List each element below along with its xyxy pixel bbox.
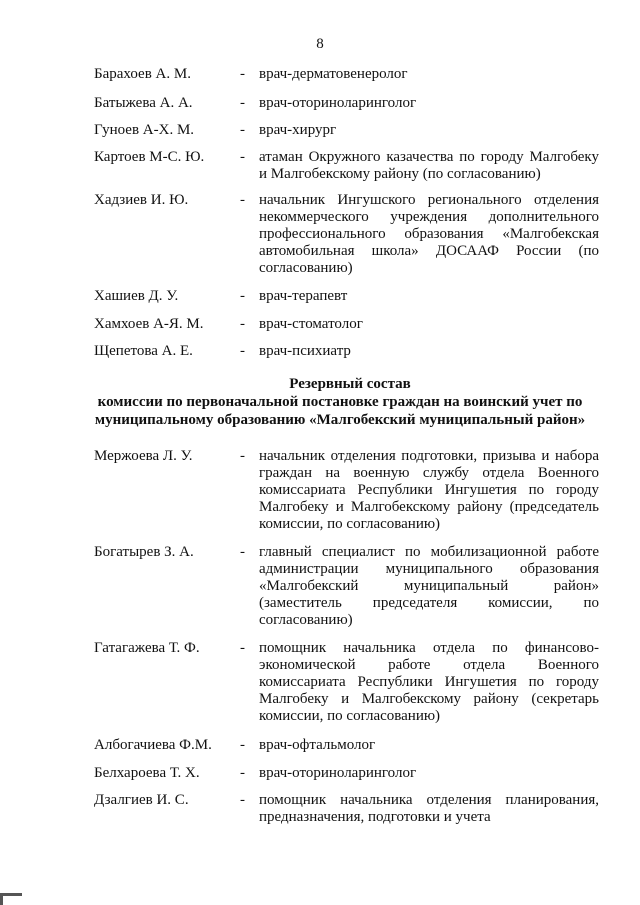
member-role: врач-терапевт bbox=[259, 288, 348, 304]
member-role: помощник начальника отделения планирования, предназначения, подготовки и учета bbox=[259, 792, 599, 825]
dash-separator: - bbox=[240, 66, 245, 82]
member-name: Гатагажева Т. Ф. bbox=[94, 640, 200, 656]
member-name: Богатырев З. А. bbox=[94, 544, 194, 560]
scan-artifact bbox=[0, 896, 3, 905]
reserve-heading-title: Резервный состав bbox=[289, 376, 411, 392]
dash-separator: - bbox=[240, 149, 245, 165]
member-role: врач-офтальмолог bbox=[259, 737, 376, 753]
member-role: врач-дерматовенеролог bbox=[259, 66, 408, 82]
member-role: начальник Ингушского регионального отделения некоммерческого учреждения дополнительного профессионального образования «Малгобекская автомобильная школа» ДОСААФ России (по согласованию) bbox=[259, 192, 599, 276]
dash-separator: - bbox=[240, 316, 245, 332]
dash-separator: - bbox=[240, 544, 245, 560]
member-name: Хашиев Д. У. bbox=[94, 288, 179, 304]
dash-separator: - bbox=[240, 737, 245, 753]
reserve-heading-line: муниципальному образованию «Малгобекский муниципальный район» bbox=[94, 412, 586, 428]
member-role: атаман Окружного казачества по городу Малгобеку и Малгобекскому району (по согласованию) bbox=[259, 149, 599, 182]
member-name: Гуноев А-Х. М. bbox=[94, 122, 195, 138]
member-name: Хамхоев А-Я. М. bbox=[94, 316, 204, 332]
member-role: врач-психиатр bbox=[259, 343, 351, 359]
scan-artifact bbox=[0, 893, 22, 896]
dash-separator: - bbox=[240, 288, 245, 304]
member-name: Батыжева А. А. bbox=[94, 95, 193, 111]
member-name: Белхароева Т. Х. bbox=[94, 765, 200, 781]
member-role: начальник отделения подготовки, призыва и набора граждан на военную службу отдела Военного комиссариата Республики Ингушетия по городу Малгобеку и Малгобекскому району (председатель комиссии, по согласованию) bbox=[259, 448, 599, 532]
dash-separator: - bbox=[240, 792, 245, 808]
member-role: врач-оториноларинголог bbox=[259, 765, 417, 781]
member-name: Дзалгиев И. С. bbox=[94, 792, 189, 808]
member-name: Картоев М-С. Ю. bbox=[94, 149, 205, 165]
dash-separator: - bbox=[240, 640, 245, 656]
dash-separator: - bbox=[240, 122, 245, 138]
member-role: врач-стоматолог bbox=[259, 316, 363, 332]
page-number: 8 bbox=[316, 36, 324, 52]
member-role: помощник начальника отдела по финансово-экономической работе отдела Военного комиссариата Республики Ингушетия по городу Малгобеку и Малгобекскому району (секретарь комиссии, по согласованию) bbox=[259, 640, 599, 724]
member-name: Албогачиева Ф.М. bbox=[94, 737, 212, 753]
member-role: врач-хирург bbox=[259, 122, 337, 138]
member-name: Хадзиев И. Ю. bbox=[94, 192, 189, 208]
dash-separator: - bbox=[240, 765, 245, 781]
member-name: Барахоев А. М. bbox=[94, 66, 191, 82]
dash-separator: - bbox=[240, 95, 245, 111]
member-name: Мержоева Л. У. bbox=[94, 448, 193, 464]
member-name: Щепетова А. Е. bbox=[94, 343, 193, 359]
dash-separator: - bbox=[240, 343, 245, 359]
member-role: врач-оториноларинголог bbox=[259, 95, 417, 111]
member-role: главный специалист по мобилизационной работе администрации муниципального образования «Малгобекский муниципальный район» (заместитель председателя комиссии, по согласованию) bbox=[259, 544, 599, 628]
dash-separator: - bbox=[240, 192, 245, 208]
reserve-heading-line: комиссии по первоначальной постановке граждан на воинский учет по bbox=[97, 394, 583, 410]
dash-separator: - bbox=[240, 448, 245, 464]
